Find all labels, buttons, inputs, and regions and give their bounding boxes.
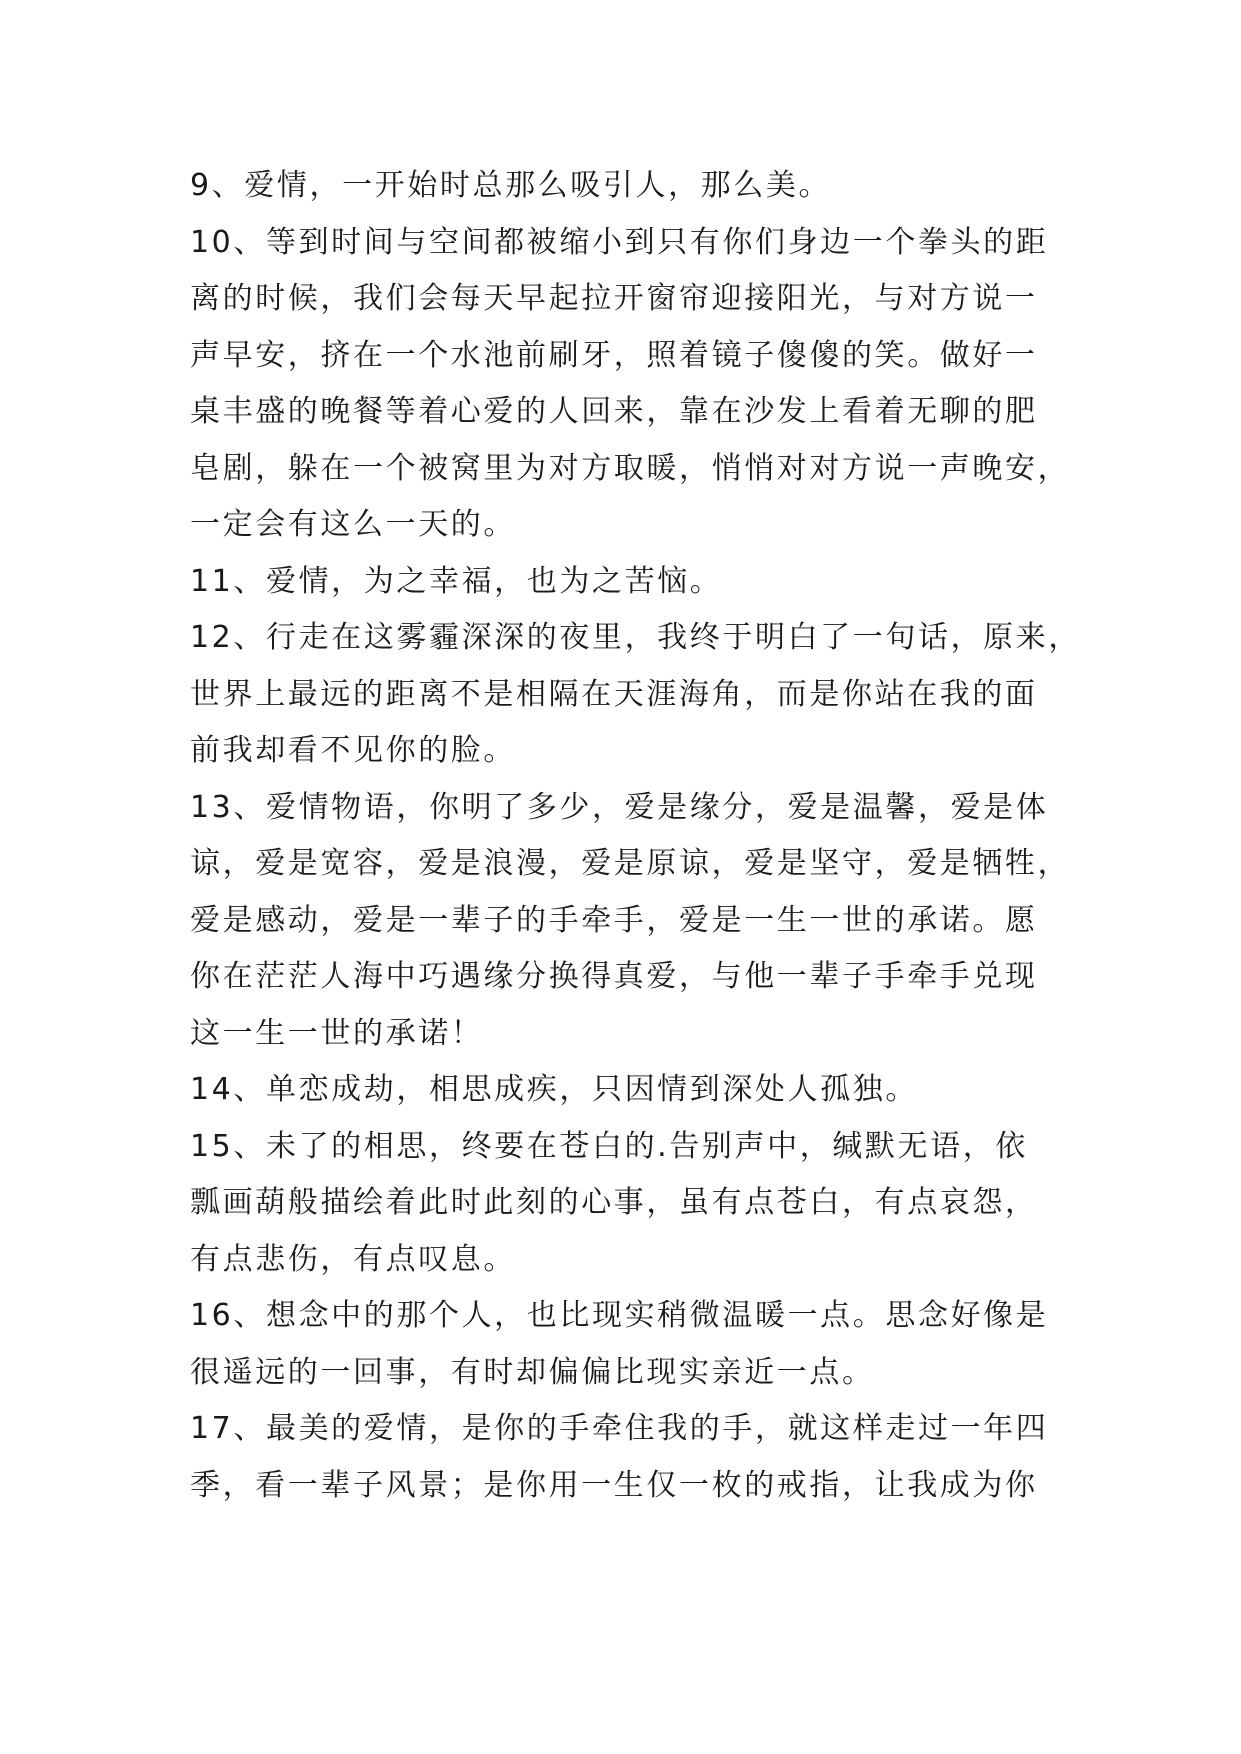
text-column bbox=[190, 158, 1081, 1514]
text-line: 瓢画葫般描绘着此时此刻的心事，虽有点苍白，有点哀怨， bbox=[190, 1185, 1038, 1220]
text-line: 11、爱情，为之幸福，也为之苦恼。 bbox=[190, 563, 723, 599]
text-line: 季，看一辈子风景；是你用一生仅一枚的戒指，让我成为你 bbox=[190, 1467, 1038, 1503]
text-line: 爱是感动，爱是一辈子的手牵手，爱是一生一世的承诺。愿 bbox=[190, 902, 1038, 938]
text-line: 这一生一世的承诺！ bbox=[190, 1015, 484, 1051]
text-line: 13、爱情物语，你明了多少，爱是缘分，爱是温馨，爱是体 bbox=[190, 789, 1049, 825]
text-line: 15、未了的相思，终要在苍白的.告别声中，缄默无语，依 bbox=[190, 1128, 1028, 1164]
text-line: 谅，爱是宽容，爱是浪漫，爱是原谅，爱是坚守，爱是牺牲， bbox=[190, 846, 1071, 881]
text-line: 世界上最远的距离不是相隔在天涯海角，而是你站在我的面 bbox=[190, 676, 1038, 712]
text-line: 离的时候，我们会每天早起拉开窗帘迎接阳光，与对方说一 bbox=[190, 281, 1038, 316]
text-line: 17、最美的爱情，是你的手牵住我的手，就这样走过一年四 bbox=[190, 1411, 1049, 1446]
text-line: 很遥远的一回事，有时却偏偏比现实亲近一点。 bbox=[190, 1354, 875, 1390]
text-line: 你在茫茫人海中巧遇缘分换得真爱，与他一辈子手牵手兑现 bbox=[190, 959, 1038, 994]
text-line: 14、单恋成劫，相思成疾，只因情到深处人孤独。 bbox=[190, 1072, 918, 1107]
text-line: 桌丰盛的晚餐等着心爱的人回来，靠在沙发上看着无聊的肥 bbox=[190, 394, 1038, 429]
text-line: 皂剧，躲在一个被窝里为对方取暖，悄悄对对方说一声晚安， bbox=[190, 450, 1071, 486]
text-line: 12、行走在这雾霾深深的夜里，我终于明白了一句话，原来， bbox=[190, 620, 1081, 655]
text-line: 声早安，挤在一个水池前刷牙，照着镜子傻傻的笑。做好一 bbox=[190, 337, 1038, 373]
text-line: 前我却看不见你的脸。 bbox=[190, 733, 516, 768]
text-line: 一定会有这么一天的。 bbox=[190, 507, 516, 542]
text-line: 16、想念中的那个人，也比现实稍微温暖一点。思念好像是 bbox=[190, 1298, 1049, 1333]
text-line: 10、等到时间与空间都被缩小到只有你们身边一个拳头的距 bbox=[190, 224, 1049, 260]
text-line: 9、爱情，一开始时总那么吸引人，那么美。 bbox=[190, 168, 832, 203]
text-line: 有点悲伤，有点叹息。 bbox=[190, 1241, 516, 1277]
